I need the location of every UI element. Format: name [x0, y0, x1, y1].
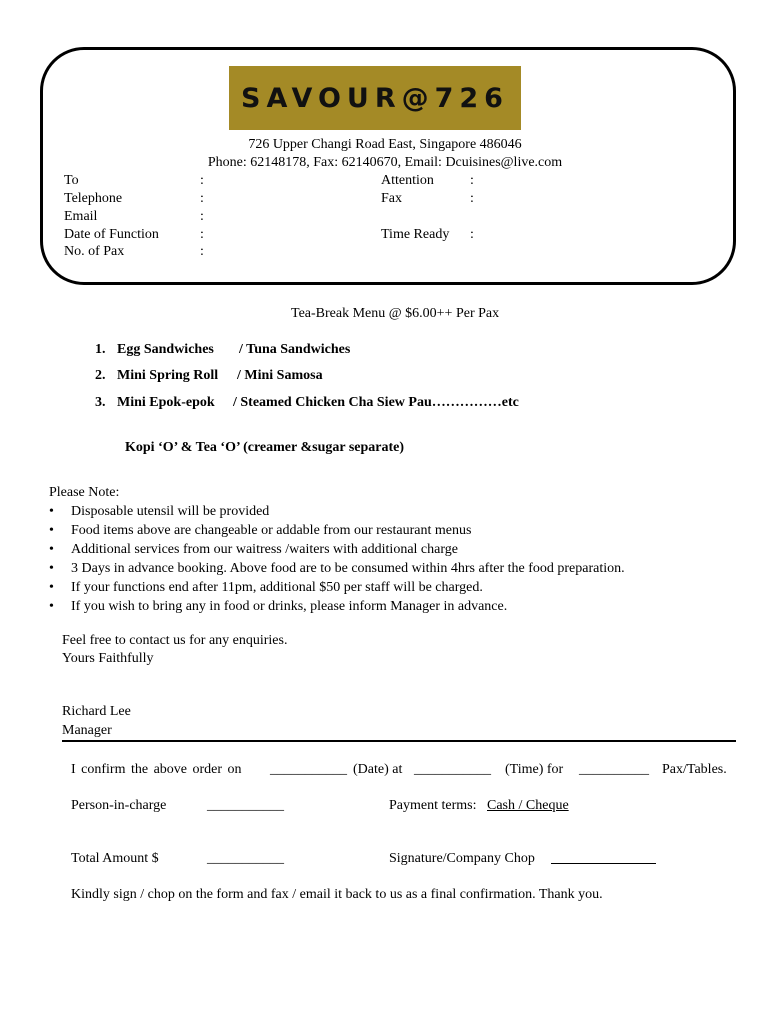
field-sep: : — [200, 227, 204, 242]
divider-rule — [62, 740, 736, 742]
menu-item-right: / Tuna Sandwiches — [239, 342, 351, 357]
closing-line: Feel free to contact us for any enquiries. — [62, 633, 288, 648]
field-label-fax: Fax — [381, 191, 402, 206]
confirm-intro: I confirm the above order on — [71, 762, 242, 777]
signature-line[interactable] — [551, 863, 656, 864]
person-in-charge-label: Person-in-charge — [71, 798, 167, 813]
field-label-attention: Attention — [381, 173, 434, 188]
logo-text: SAVOUR@726 — [241, 82, 509, 114]
person-in-charge-blank[interactable]: ___________ — [207, 798, 284, 813]
menu-item-number: 1. — [95, 342, 106, 357]
note-item: • If you wish to bring any in food or drinks, please inform Manager in advance. — [48, 597, 625, 616]
closing-signoff: Yours Faithfully — [62, 651, 154, 666]
field-label-no-of-pax: No. of Pax — [64, 244, 125, 259]
menu-item-right: / Steamed Chicken Cha Siew Pau……………etc — [233, 395, 519, 410]
notes-heading: Please Note: — [49, 485, 120, 500]
time-label: (Time) for — [505, 762, 564, 777]
field-sep: : — [470, 173, 474, 188]
pax-label: Pax/Tables. — [662, 762, 727, 777]
field-sep: : — [200, 191, 204, 206]
notes-list — [48, 502, 625, 616]
address-line: 726 Upper Changi Road East, Singapore 486046 — [248, 137, 522, 152]
signature-label: Signature/Company Chop — [389, 851, 535, 866]
field-sep: : — [200, 209, 204, 224]
drinks-line: Kopi ‘O’ & Tea ‘O’ (creamer &sugar separate) — [125, 440, 405, 455]
field-label-email: Email — [64, 209, 98, 224]
menu-item-number: 3. — [95, 395, 106, 410]
note-item: • 3 Days in advance booking. Above food are to be consumed within 4hrs after the food preparation. — [48, 559, 625, 578]
field-label-telephone: Telephone — [64, 191, 123, 206]
menu-title: Tea-Break Menu @ $6.00++ Per Pax — [291, 306, 500, 321]
signer-name: Richard Lee — [62, 704, 131, 719]
menu-item-left: Egg Sandwiches — [117, 342, 214, 357]
field-sep: : — [470, 191, 474, 206]
signer-title: Manager — [62, 723, 112, 738]
menu-item-right: / Mini Samosa — [237, 368, 323, 383]
payment-terms-value: Cash / Cheque — [487, 798, 569, 813]
total-amount-blank[interactable]: ___________ — [207, 851, 284, 866]
footer-instruction: Kindly sign / chop on the form and fax / email it back to us as a final confirmation. Thank you. — [71, 887, 603, 902]
pax-blank[interactable]: __________ — [579, 762, 649, 777]
menu-item-left: Mini Spring Roll — [117, 368, 219, 383]
field-sep: : — [470, 227, 474, 242]
time-blank[interactable]: ___________ — [414, 762, 491, 777]
menu-item-number: 2. — [95, 368, 106, 383]
menu-item-left: Mini Epok-epok — [117, 395, 215, 410]
note-item: • If your functions end after 11pm, additional $50 per staff will be charged. — [48, 578, 625, 597]
payment-terms-label: Payment terms: — [389, 798, 477, 813]
field-label-date-of-function: Date of Function — [64, 227, 159, 242]
note-item: • Disposable utensil will be provided — [48, 502, 625, 521]
field-label-time-ready: Time Ready — [381, 227, 450, 242]
total-amount-label: Total Amount $ — [71, 851, 159, 866]
date-blank[interactable]: ___________ — [270, 762, 347, 777]
field-sep: : — [200, 173, 204, 188]
note-item: • Additional services from our waitress /waiters with additional charge — [48, 540, 625, 559]
note-item: • Food items above are changeable or addable from our restaurant menus — [48, 521, 625, 540]
field-sep: : — [200, 244, 204, 259]
date-label: (Date) at — [353, 762, 403, 777]
field-label-to: To — [64, 173, 79, 188]
contact-line: Phone: 62148178, Fax: 62140670, Email: Dcuisines@live.com — [207, 155, 563, 170]
savour-logo — [229, 66, 521, 130]
